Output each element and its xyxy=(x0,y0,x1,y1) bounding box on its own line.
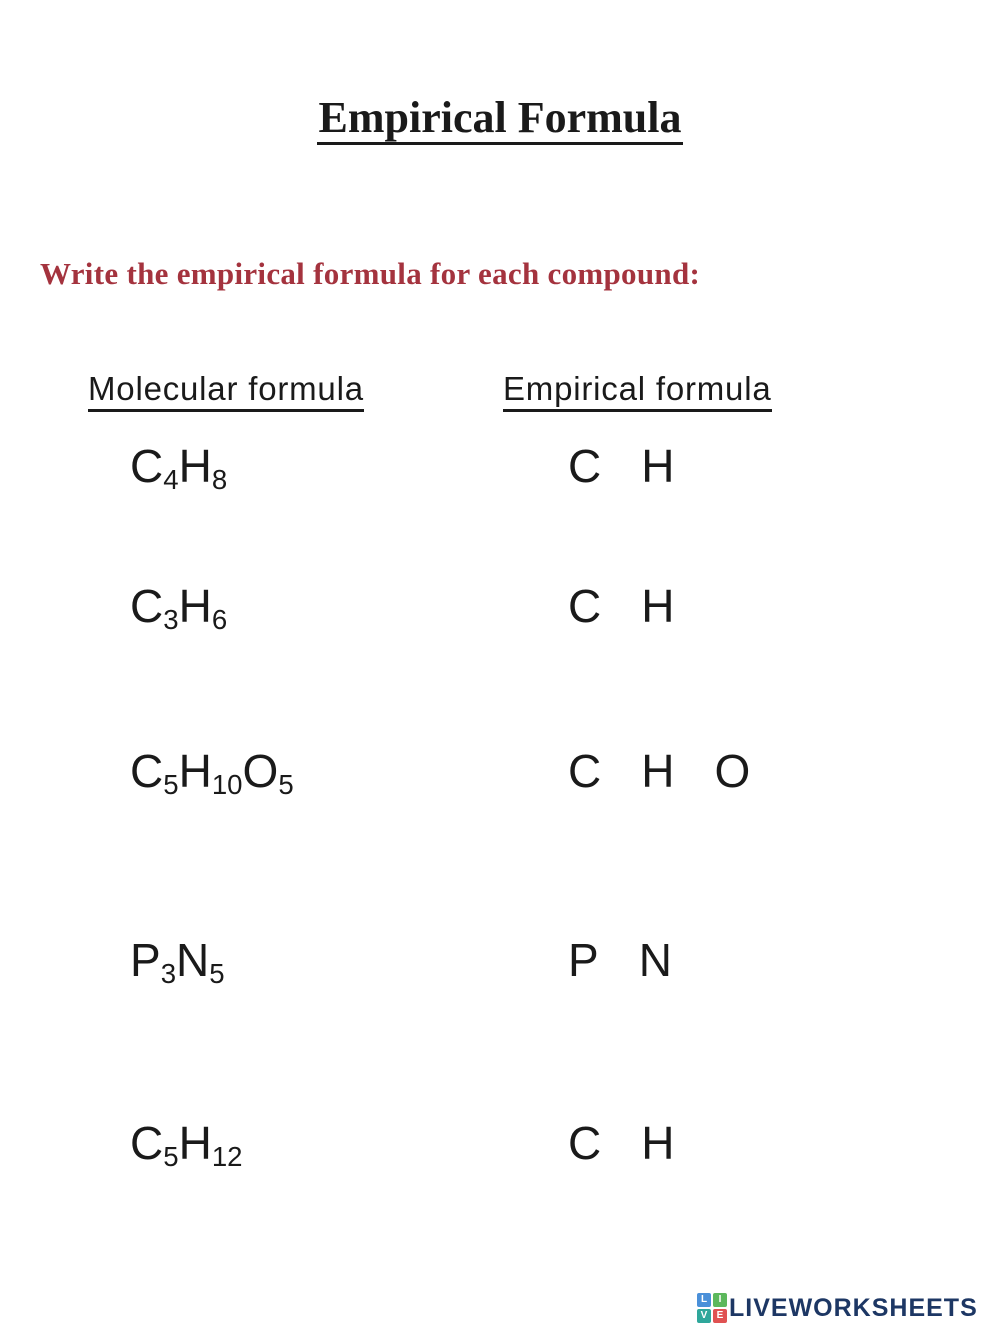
answer-element: C xyxy=(568,580,602,632)
answer-element: C xyxy=(568,1117,602,1169)
empirical-formula-header: Empirical formula xyxy=(503,372,772,412)
liveworksheets-tiles-icon xyxy=(697,1293,727,1323)
logo-tile-v: V xyxy=(697,1309,711,1323)
element-subscript: 3 xyxy=(160,957,177,989)
molecular-formula xyxy=(130,440,228,495)
liveworksheets-wordmark: LIVEWORKSHEETS xyxy=(729,1293,978,1322)
subscript-answer-box[interactable] xyxy=(674,748,714,794)
element-symbol: H xyxy=(178,1117,212,1169)
molecular-formula xyxy=(130,1117,243,1172)
answer-element: H xyxy=(641,745,675,797)
subscript-answer-box[interactable] xyxy=(674,583,714,629)
worksheet-row xyxy=(0,934,1000,1007)
empirical-answer xyxy=(568,580,714,632)
logo-tile-i: I xyxy=(713,1293,727,1307)
worksheet-row xyxy=(0,440,1000,513)
subscript-answer-box[interactable] xyxy=(750,748,790,794)
answer-element: H xyxy=(641,580,675,632)
element-subscript: 12 xyxy=(211,1140,243,1172)
subscript-answer-box[interactable] xyxy=(601,1120,641,1166)
logo-tile-l: L xyxy=(697,1293,711,1307)
molecular-formula-header: Molecular formula xyxy=(88,372,364,412)
element-symbol: P xyxy=(130,934,161,986)
empirical-answer xyxy=(568,1117,714,1169)
element-symbol: C xyxy=(130,1117,164,1169)
element-subscript: 5 xyxy=(163,768,179,800)
molecular-formula xyxy=(130,934,225,989)
instruction-text: Write the empirical formula for each compound: xyxy=(40,256,701,291)
element-subscript: 5 xyxy=(278,768,294,800)
answer-element: C xyxy=(568,440,602,492)
worksheet-row xyxy=(0,745,1000,818)
element-symbol: C xyxy=(130,745,164,797)
worksheet-row xyxy=(0,1117,1000,1190)
element-symbol: H xyxy=(178,580,212,632)
worksheet-row xyxy=(0,580,1000,653)
subscript-answer-box[interactable] xyxy=(601,748,641,794)
subscript-answer-box[interactable] xyxy=(672,937,712,983)
element-symbol: H xyxy=(178,440,212,492)
element-subscript: 3 xyxy=(163,603,179,635)
answer-element: C xyxy=(568,745,602,797)
element-subscript: 5 xyxy=(163,1140,179,1172)
molecular-formula xyxy=(130,580,228,635)
element-symbol: C xyxy=(130,440,164,492)
subscript-answer-box[interactable] xyxy=(601,443,641,489)
answer-element: P xyxy=(568,934,599,986)
answer-element: N xyxy=(638,934,672,986)
subscript-answer-box[interactable] xyxy=(601,583,641,629)
element-symbol: H xyxy=(178,745,212,797)
page-title: Empirical Formula xyxy=(317,96,684,145)
empirical-answer xyxy=(568,440,714,492)
element-symbol: C xyxy=(130,580,164,632)
answer-element: O xyxy=(714,745,751,797)
subscript-answer-box[interactable] xyxy=(599,937,639,983)
empirical-answer xyxy=(568,745,790,797)
element-subscript: 5 xyxy=(209,957,225,989)
logo-tile-e: E xyxy=(713,1309,727,1323)
title-container xyxy=(0,93,1000,145)
element-subscript: 8 xyxy=(211,463,228,495)
empirical-answer xyxy=(568,934,712,986)
element-symbol: N xyxy=(176,934,210,986)
element-subscript: 6 xyxy=(211,603,228,635)
answer-element: H xyxy=(641,1117,675,1169)
molecular-formula xyxy=(130,745,294,800)
element-subscript: 4 xyxy=(163,463,179,495)
element-subscript: 10 xyxy=(211,768,243,800)
subscript-answer-box[interactable] xyxy=(674,1120,714,1166)
liveworksheets-logo[interactable] xyxy=(697,1293,978,1323)
subscript-answer-box[interactable] xyxy=(674,443,714,489)
element-symbol: O xyxy=(242,745,279,797)
answer-element: H xyxy=(641,440,675,492)
